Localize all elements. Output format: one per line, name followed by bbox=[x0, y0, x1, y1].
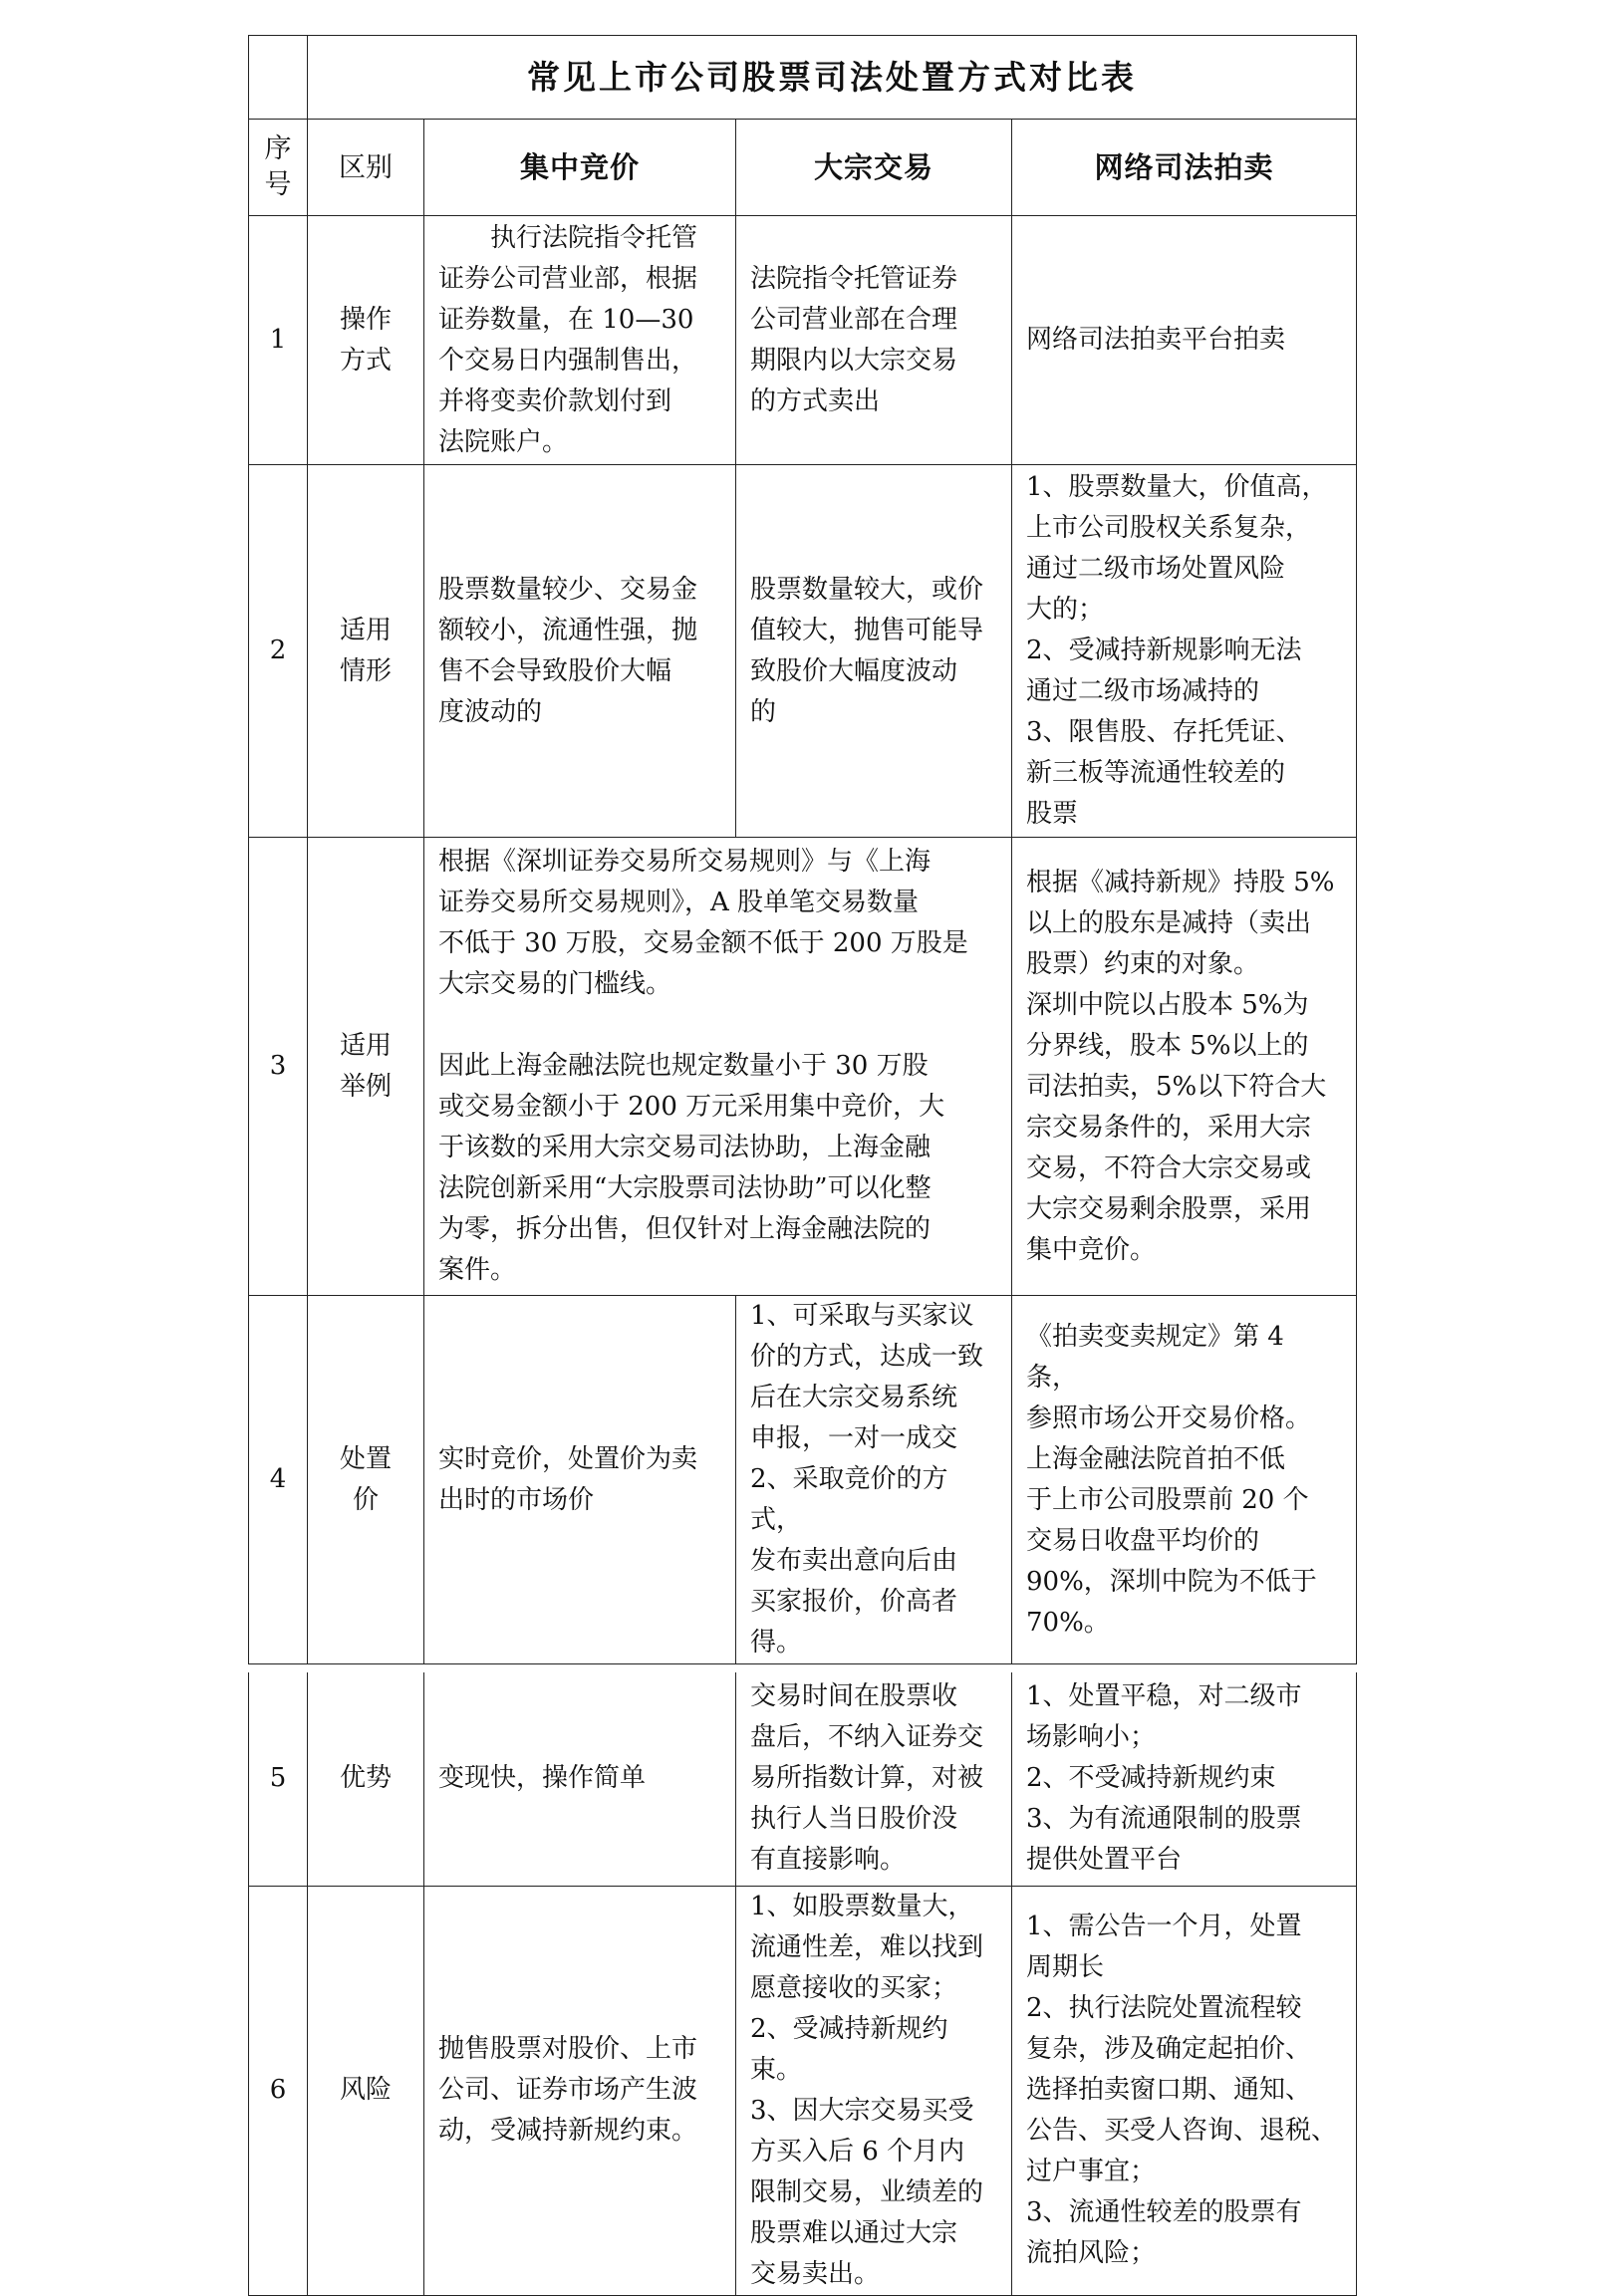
cell-line: 为零，拆分出售，但仅针对上海金融法院的 bbox=[438, 1214, 932, 1244]
cell-line: 致股价大幅度波动 bbox=[750, 655, 958, 686]
row-label-line: 处置 bbox=[339, 1443, 392, 1474]
cell-line: 深圳中院以占股本 5%为 bbox=[1026, 989, 1309, 1020]
row-label-line: 价 bbox=[352, 1484, 379, 1515]
row-number: 2 bbox=[249, 465, 308, 838]
row-label-line: 操作 bbox=[339, 304, 392, 335]
cell-line: 1、可采取与买家议 bbox=[750, 1301, 974, 1331]
title-row bbox=[249, 36, 1357, 120]
cell-line: 证券数量，在 10—30 bbox=[438, 304, 694, 335]
cell-line: 3、为有流通限制的股票 bbox=[1026, 1804, 1302, 1835]
cell-line: 动，受减持新规约束。 bbox=[438, 2116, 698, 2146]
header-online-judicial-auction: 网络司法拍卖 bbox=[1012, 120, 1357, 216]
cell-line: 2、受减持新规约束。 bbox=[750, 2013, 948, 2085]
cell-line: 3、流通性较差的股票有 bbox=[1026, 2197, 1302, 2227]
cell-centralized-bidding bbox=[424, 216, 736, 465]
cell-line: 期限内以大宗交易 bbox=[750, 345, 958, 376]
cell-line: 2、不受减持新规约束 bbox=[1026, 1763, 1276, 1794]
cell-line: 案件。 bbox=[438, 1255, 517, 1285]
cell-line: 1、需公告一个月，处置 bbox=[1026, 1912, 1302, 1941]
row-label bbox=[308, 1296, 424, 1664]
cell-line: 股票数量较大，或价 bbox=[750, 574, 984, 605]
cell-line: 发布卖出意向后由 bbox=[750, 1546, 958, 1576]
cell-online-auction bbox=[1012, 1296, 1357, 1664]
cell-line: 大宗交易剩余股票，采用 bbox=[1026, 1193, 1312, 1224]
cell-line: 交易日收盘平均价的 bbox=[1026, 1525, 1260, 1556]
cell-block-trade bbox=[736, 1886, 1012, 2295]
cell-line: 公司营业部在合理 bbox=[750, 304, 958, 335]
cell-online-auction bbox=[1012, 838, 1357, 1296]
comparison-table-continued bbox=[248, 1672, 1357, 2296]
row-number: 1 bbox=[249, 216, 308, 465]
cell-line: 度波动的 bbox=[438, 696, 543, 727]
cell-line: 3、限售股、存托凭证、 bbox=[1026, 717, 1302, 747]
table-row bbox=[249, 838, 1357, 1296]
cell-centralized-bidding bbox=[424, 1296, 736, 1664]
header-block-trade: 大宗交易 bbox=[736, 120, 1012, 216]
cell-line: 周期长 bbox=[1026, 1952, 1105, 1982]
cell-line: 2、采取竞价的方式， bbox=[750, 1464, 948, 1535]
cell-line: 抛售股票对股价、上市 bbox=[438, 2034, 698, 2064]
cell-block-trade bbox=[736, 1296, 1012, 1664]
cell-line: 值较大，抛售可能导 bbox=[750, 615, 984, 645]
table-row bbox=[249, 465, 1357, 838]
row-label bbox=[308, 465, 424, 838]
cell-online-auction bbox=[1012, 1672, 1357, 1886]
cell-online-auction bbox=[1012, 1886, 1357, 2295]
cell-line: 得。 bbox=[750, 1628, 803, 1658]
cell-line: 限制交易，业绩差的 bbox=[750, 2176, 984, 2207]
cell-line: 不低于 30 万股，交易金额不低于 200 万股是 bbox=[438, 928, 968, 958]
cell-line: 新三板等流通性较差的 bbox=[1026, 758, 1286, 788]
cell-line: 或交易金额小于 200 万元采用集中竞价，大 bbox=[438, 1092, 945, 1122]
row-label-line: 方式 bbox=[339, 345, 392, 376]
cell-line: 过户事宜； bbox=[1026, 2157, 1157, 2186]
cell-line: 通过二级市场减持的 bbox=[1026, 676, 1260, 706]
table-row bbox=[249, 216, 1357, 465]
cell-line: 网络司法拍卖平台拍卖 bbox=[1026, 325, 1286, 355]
header-centralized-bidding: 集中竞价 bbox=[424, 120, 736, 216]
cell-line: 并将变卖价款划付到 bbox=[438, 385, 672, 416]
row-label-line: 举例 bbox=[339, 1071, 392, 1102]
cell-line: 交易，不符合大宗交易或 bbox=[1026, 1152, 1312, 1183]
cell-line: 出时的市场价 bbox=[438, 1484, 595, 1515]
cell-line: 易所指数计算，对被 bbox=[750, 1763, 984, 1794]
cell-block-trade bbox=[736, 216, 1012, 465]
row-label-line: 适用 bbox=[339, 1030, 392, 1061]
cell-line: 参照市场公开交易价格。 bbox=[1026, 1403, 1312, 1433]
row-number: 6 bbox=[249, 1886, 308, 2295]
cell-line: 流通性差，难以找到 bbox=[750, 1931, 984, 1962]
cell-line: 3、因大宗交易买受 bbox=[750, 2095, 974, 2126]
header-row bbox=[249, 120, 1357, 216]
cell-line: 公司、证券市场产生波 bbox=[438, 2075, 698, 2105]
cell-line: 股票）约束的对象。 bbox=[1026, 948, 1260, 979]
header-seq-line: 序 bbox=[264, 133, 292, 164]
cell-line: 司法拍卖，5%以下符合大 bbox=[1026, 1071, 1327, 1102]
cell-line: 证券公司营业部，根据 bbox=[438, 263, 698, 294]
cell-line: 申报，一对一成交 bbox=[750, 1423, 958, 1453]
cell-line: 交易时间在股票收 bbox=[750, 1681, 958, 1712]
cell-line: 于该数的采用大宗交易司法协助，上海金融 bbox=[438, 1133, 932, 1162]
cell-line: 提供处置平台 bbox=[1026, 1845, 1183, 1876]
header-diff: 区别 bbox=[308, 120, 424, 216]
cell-line: 后在大宗交易系统 bbox=[750, 1383, 958, 1412]
cell-line: 2、执行法院处置流程较 bbox=[1026, 1993, 1302, 2023]
cell-line: 大宗交易的门槛线。 bbox=[438, 969, 672, 999]
cell-line: 宗交易条件的，采用大宗 bbox=[1026, 1112, 1312, 1143]
row-label-line: 适用 bbox=[339, 615, 392, 645]
cell-line: 1、股票数量大，价值高， bbox=[1026, 472, 1328, 502]
cell-line: 大的； bbox=[1026, 595, 1105, 625]
cell-line: 买家报价，价高者 bbox=[750, 1587, 958, 1617]
cell-line: 的方式卖出 bbox=[750, 385, 881, 416]
cell-line: 根据《深圳证券交易所交易规则》与《上海 bbox=[438, 847, 932, 877]
cell-online-auction bbox=[1012, 465, 1357, 838]
header-seq bbox=[249, 120, 308, 216]
row-number: 5 bbox=[249, 1672, 308, 1886]
table-row bbox=[249, 1296, 1357, 1664]
blank-corner-cell bbox=[249, 36, 308, 120]
cell-line: 交易卖出。 bbox=[750, 2258, 881, 2289]
cell-line: 有直接影响。 bbox=[750, 1845, 907, 1876]
cell-line: 场影响小； bbox=[1026, 1722, 1157, 1753]
cell-line: 法院账户。 bbox=[438, 426, 569, 457]
cell-line: 售不会导致股价大幅 bbox=[438, 655, 672, 686]
cell-line: 选择拍卖窗口期、通知、 bbox=[1026, 2075, 1312, 2105]
cell-line: 根据《减持新规》持股 5% bbox=[1026, 867, 1335, 897]
cell-line: 证券交易所交易规则》，A 股单笔交易数量 bbox=[438, 888, 920, 917]
cell-line: 变现快，操作简单 bbox=[438, 1763, 647, 1794]
row-label bbox=[308, 216, 424, 465]
row-label bbox=[308, 1672, 424, 1886]
row-label-line: 优势 bbox=[339, 1763, 392, 1794]
table-row bbox=[249, 1886, 1357, 2295]
cell-line: 分界线，股本 5%以上的 bbox=[1026, 1030, 1309, 1061]
cell-line: 于上市公司股票前 20 个 bbox=[1026, 1484, 1309, 1515]
row-label bbox=[308, 1886, 424, 2295]
cell-line: 愿意接收的买家； bbox=[750, 1972, 958, 2003]
cell-online-auction bbox=[1012, 216, 1357, 465]
cell-block-trade bbox=[736, 465, 1012, 838]
cell-line: 因此上海金融法院也规定数量小于 30 万股 bbox=[438, 1051, 929, 1081]
cell-line: 价的方式，达成一致 bbox=[750, 1342, 984, 1372]
cell-block-trade bbox=[736, 1672, 1012, 1886]
cell-line: 股票难以通过大宗 bbox=[750, 2217, 958, 2248]
cell-line: 1、处置平稳，对二级市 bbox=[1026, 1681, 1302, 1712]
cell-line: 上市公司股权关系复杂， bbox=[1026, 513, 1312, 543]
cell-line: 盘后，不纳入证券交 bbox=[750, 1722, 984, 1753]
cell-centralized-bidding bbox=[424, 1886, 736, 2295]
row-label-line: 风险 bbox=[339, 2075, 392, 2105]
row-number: 4 bbox=[249, 1296, 308, 1664]
row-label-line: 情形 bbox=[339, 655, 392, 686]
cell-line: 股票 bbox=[1026, 799, 1079, 829]
cell-centralized-bidding bbox=[424, 1672, 736, 1886]
cell-line: 公告、买受人咨询、退税、 bbox=[1026, 2116, 1338, 2146]
paragraph-gap bbox=[438, 1005, 997, 1046]
cell-line: 以上的股东是减持（卖出 bbox=[1026, 907, 1312, 938]
table-title: 常见上市公司股票司法处置方式对比表 bbox=[308, 36, 1357, 120]
table-row bbox=[249, 1672, 1357, 1886]
cell-line: 复杂，涉及确定起拍价、 bbox=[1026, 2034, 1312, 2064]
cell-line: 90%，深圳中院为不低于 bbox=[1026, 1566, 1317, 1597]
cell-line: 个交易日内强制售出， bbox=[438, 345, 698, 376]
header-seq-line: 号 bbox=[264, 169, 292, 200]
cell-line: 股票数量较少、交易金 bbox=[438, 574, 698, 605]
cell-line: 通过二级市场处置风险 bbox=[1026, 554, 1286, 584]
cell-line: 《拍卖变卖规定》第 4 条， bbox=[1026, 1321, 1284, 1393]
cell-line: 70%。 bbox=[1026, 1607, 1110, 1638]
cell-line: 的 bbox=[750, 696, 777, 727]
cell-line: 集中竞价。 bbox=[1026, 1234, 1157, 1265]
cell-line: 1、如股票数量大， bbox=[750, 1891, 974, 1921]
cell-line: 执行法院指令托管 bbox=[490, 222, 698, 253]
cell-line: 2、受减持新规影响无法 bbox=[1026, 636, 1302, 665]
cell-line: 实时竞价，处置价为卖 bbox=[438, 1443, 698, 1474]
cell-line: 流拍风险； bbox=[1026, 2238, 1157, 2268]
cell-line: 法院创新采用“大宗股票司法协助”可以化整 bbox=[438, 1173, 932, 1203]
cell-line: 额较小，流通性强，抛 bbox=[438, 615, 698, 645]
cell-line: 方买入后 6 个月内 bbox=[750, 2136, 965, 2167]
comparison-table bbox=[248, 35, 1357, 1664]
row-label bbox=[308, 838, 424, 1296]
cell-line: 法院指令托管证券 bbox=[750, 263, 958, 294]
cell-centralized-bidding bbox=[424, 465, 736, 838]
cell-line: 执行人当日股价没 bbox=[750, 1804, 958, 1835]
row-number: 3 bbox=[249, 838, 308, 1296]
cell-line: 上海金融法院首拍不低 bbox=[1026, 1443, 1286, 1474]
cell-merged-bidding-block bbox=[424, 838, 1012, 1296]
